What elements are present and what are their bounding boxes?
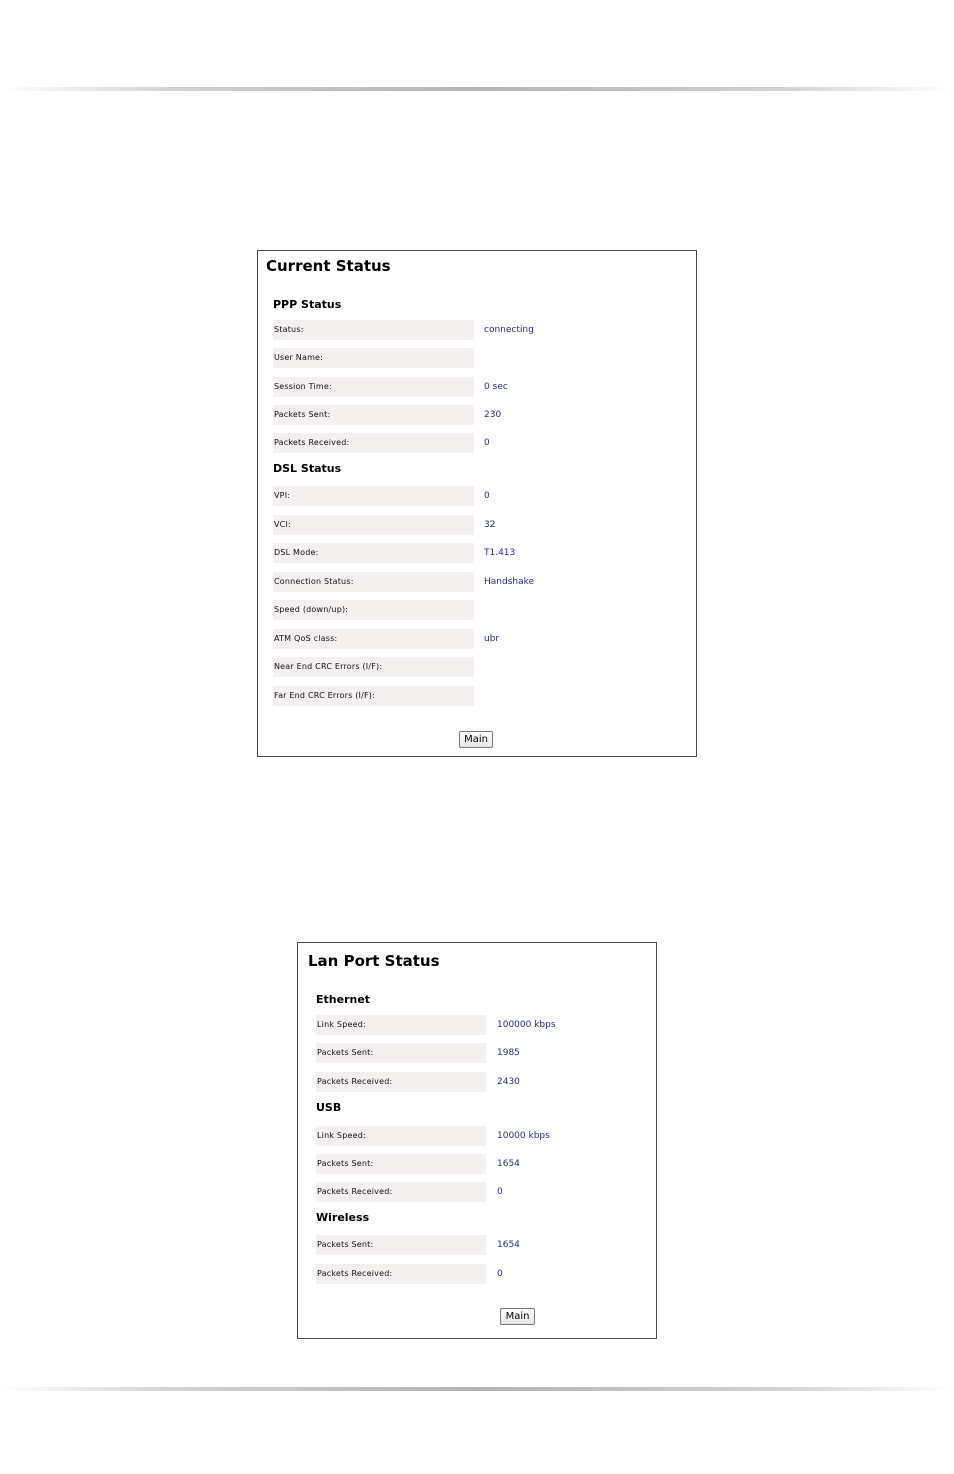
row-value: T1.413 bbox=[484, 548, 516, 558]
bottom-divider bbox=[0, 1387, 954, 1391]
row-label: DSL Mode: bbox=[273, 543, 474, 563]
row-value: ubr bbox=[484, 634, 500, 644]
row-label: VCI: bbox=[273, 515, 474, 535]
row-value: 1654 bbox=[497, 1159, 520, 1169]
current-status-title: Current Status bbox=[266, 257, 391, 275]
row-value: 2430 bbox=[497, 1077, 520, 1087]
lan-port-status-panel bbox=[297, 942, 657, 1339]
current-status-panel bbox=[257, 250, 697, 757]
dsl-status-heading: DSL Status bbox=[273, 462, 342, 475]
row-label: User Name: bbox=[273, 348, 474, 368]
row-value: connecting bbox=[484, 325, 534, 335]
row-label: Status: bbox=[273, 320, 474, 340]
usb-heading: USB bbox=[316, 1101, 342, 1114]
top-divider bbox=[0, 87, 954, 91]
row-label: Link Speed: bbox=[316, 1015, 486, 1035]
row-label: Speed (down/up): bbox=[273, 600, 474, 620]
row-label: ATM QoS class: bbox=[273, 629, 474, 649]
row-value: 1985 bbox=[497, 1048, 520, 1058]
lan-port-status-title: Lan Port Status bbox=[308, 952, 440, 970]
ethernet-heading: Ethernet bbox=[316, 993, 371, 1006]
ppp-status-heading: PPP Status bbox=[273, 298, 342, 311]
row-value: 32 bbox=[484, 520, 496, 530]
row-label: Packets Sent: bbox=[273, 405, 474, 425]
row-value: Handshake bbox=[484, 577, 535, 587]
row-label: Packets Sent: bbox=[316, 1235, 486, 1255]
row-value: 0 bbox=[484, 438, 490, 448]
row-value: 0 sec bbox=[484, 382, 508, 392]
row-label: Packets Received: bbox=[316, 1072, 486, 1092]
row-label: Packets Received: bbox=[273, 433, 474, 453]
row-label: Session Time: bbox=[273, 377, 474, 397]
wireless-heading: Wireless bbox=[316, 1211, 370, 1224]
row-value: 100000 kbps bbox=[497, 1020, 556, 1030]
row-value: 230 bbox=[484, 410, 502, 420]
row-label: Packets Sent: bbox=[316, 1154, 486, 1174]
row-value: 0 bbox=[497, 1187, 503, 1197]
row-label: VPI: bbox=[273, 486, 474, 506]
row-label: Near End CRC Errors (I/F): bbox=[273, 657, 474, 677]
row-value: 1654 bbox=[497, 1240, 520, 1250]
row-value: 10000 kbps bbox=[497, 1131, 550, 1141]
row-label: Connection Status: bbox=[273, 572, 474, 592]
row-label: Far End CRC Errors (I/F): bbox=[273, 686, 474, 706]
main-button[interactable]: Main bbox=[459, 731, 493, 748]
main-button[interactable]: Main bbox=[500, 1308, 535, 1325]
row-label: Packets Sent: bbox=[316, 1043, 486, 1063]
row-label: Packets Received: bbox=[316, 1182, 486, 1202]
row-value: 0 bbox=[497, 1269, 503, 1279]
row-label: Link Speed: bbox=[316, 1126, 486, 1146]
row-label: Packets Received: bbox=[316, 1264, 486, 1284]
row-value: 0 bbox=[484, 491, 490, 501]
